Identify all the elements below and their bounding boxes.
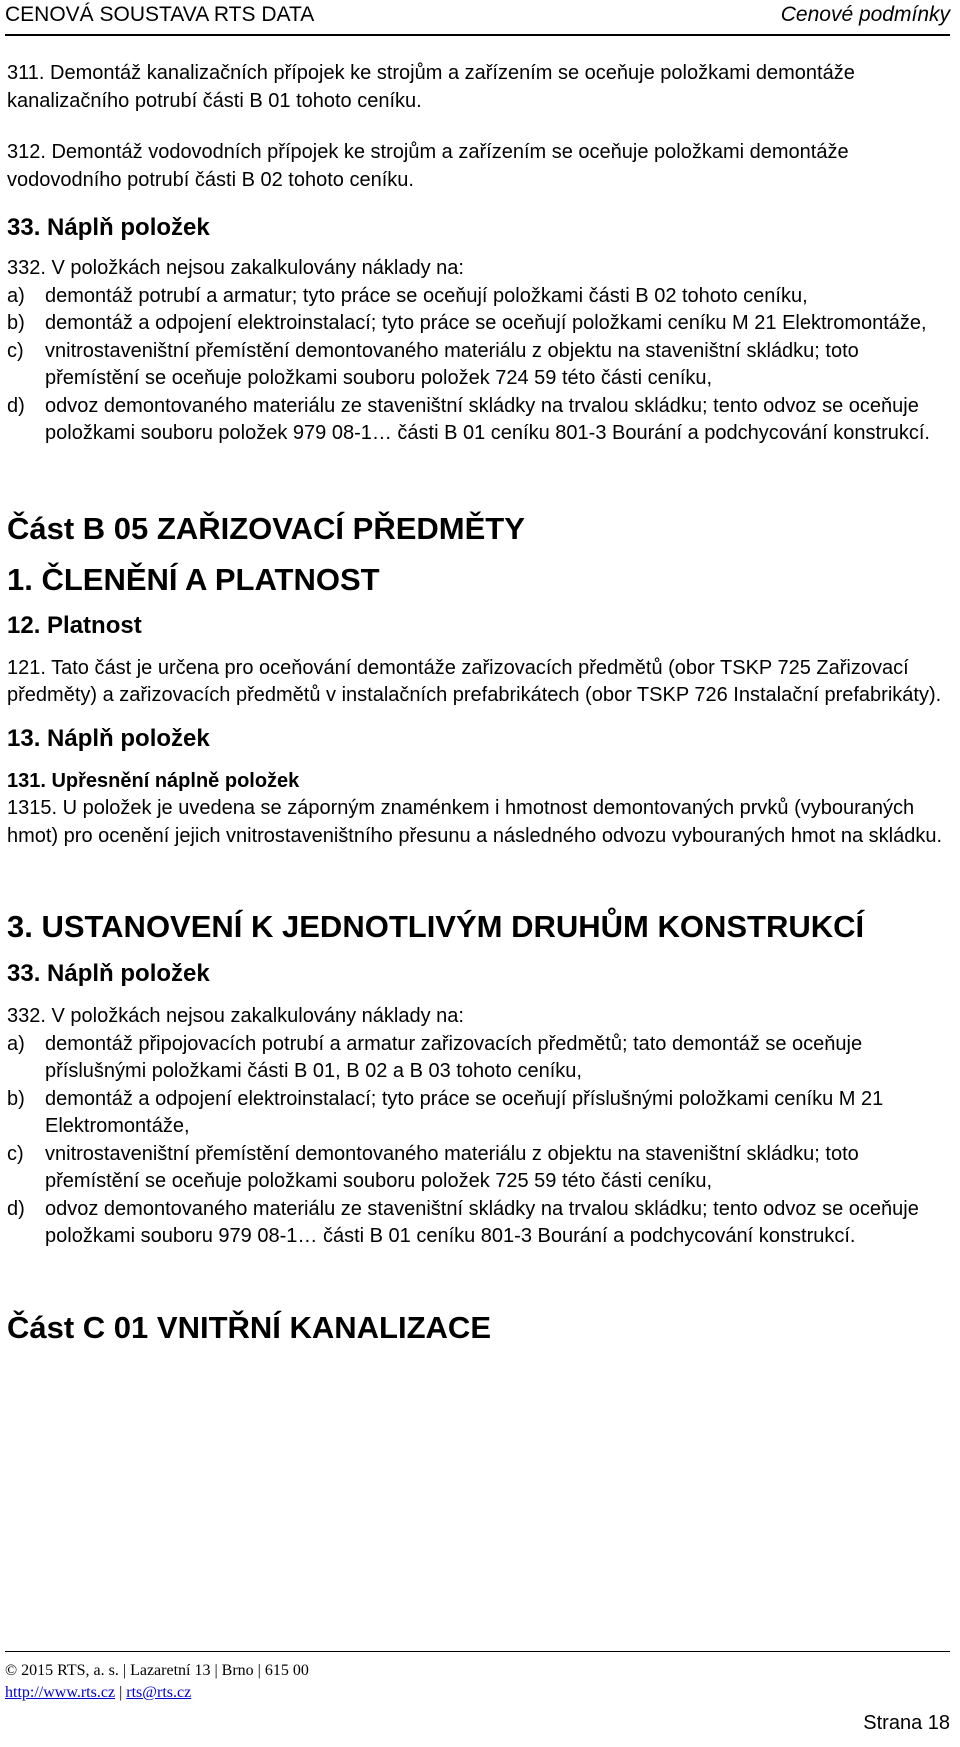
paragraph-121: 121. Tato část je určena pro oceňování demontáže zařizovacích předmětů (obor TSKP 725 Zařizovací předměty) a zařizovacích předmětů v instalačních prefabrikátech (obor TSKP 726 Instalační prefabrikáty). [7,656,942,706]
list-item-text: odvoz demontovaného materiálu ze staveništní skládky na trvalou skládku; tento odvoz se oceňuje položkami souboru 979 08-1… části B 01 ceníku 801-3 Bourání a podchycování konstrukcí. [45,1197,919,1247]
paragraph-311: 311. Demontáž kanalizačních přípojek ke strojům a zařízením se oceňuje položkami demontáže kanalizačního potrubí části B 01 tohoto ceníku. [7,62,855,112]
list-item-marker: a) [7,1032,25,1055]
cost-exclusion-list [7,283,947,448]
list-item-marker: a) [7,284,25,307]
heading-13-napln: 13. Náplň položek [7,724,210,752]
paragraph-312: 312. Demontáž vodovodních přípojek ke strojům a zařízením se oceňuje položkami demontáže vodovodního potrubí části B 02 tohoto ceníku. [7,141,849,191]
heading-part-c01: Část C 01 VNITŘNÍ KANALIZACE [7,1309,491,1345]
list-item-marker: c) [7,1142,24,1165]
heading-part-b05: Část B 05 ZAŘIZOVACÍ PŘEDMĚTY [7,510,525,546]
list-item [7,1086,947,1141]
page-header [5,0,950,36]
paragraph-332-b: 332. V položkách nejsou zakalkulovány náklady na: [7,1005,464,1027]
cost-exclusion-list-b [7,1031,947,1251]
list-item [7,338,947,393]
page-number: Strana 18 [863,1712,950,1734]
list-item-marker: c) [7,339,24,362]
list-item-text: vnitrostaveništní přemístění demontovaného materiálu z objektu na staveništní skládku; toto přemístění se oceňuje položkami souboru položek 724 59 této části ceníku, [45,339,859,389]
list-item [7,1196,947,1251]
list-item-marker: d) [7,1197,25,1220]
list-item [7,283,947,311]
list-item [7,310,947,338]
list-item [7,1031,947,1086]
list-item-text: demontáž připojovacích potrubí a armatur zařizovacích předmětů; tato demontáž se oceňuje příslušnými položkami části B 01, B 02 a B 03 tohoto ceníku, [45,1032,863,1082]
list-item [7,1141,947,1196]
page-content [7,60,947,1347]
list-item-marker: d) [7,394,25,417]
footer-email-link[interactable]: rts@rts.cz [126,1684,192,1701]
paragraph-332: 332. V položkách nejsou zakalkulovány náklady na: [7,257,464,279]
page-footer: © 2015 RTS, a. s. | Lazaretní 13 | Brno | 615 00 http://www.rts.cz | rts@rts.cz [5,1651,950,1704]
heading-ustanoveni: 3. USTANOVENÍ K JEDNOTLIVÝM DRUHŮM KONSTRUKCÍ [7,909,865,944]
paragraph-1315: 1315. U položek je uvedena se záporným znaménkem i hmotnost demontovaných prvků (vybouraných hmot) pro ocenění jejich vnitrostaveništního přesunu a následného odvozu vybouraných hmot na skládku. [7,797,943,847]
heading-12-platnost: 12. Platnost [7,611,142,639]
heading-cleneni-platnost: 1. ČLENĚNÍ A PLATNOST [7,561,380,597]
heading-131-upresneni: 131. Upřesnění náplně položek [7,769,300,792]
list-item-text: demontáž potrubí a armatur; tyto práce se oceňují položkami části B 02 tohoto ceníku, [45,284,808,307]
header-section: Cenové podmínky [780,3,950,26]
list-item-marker: b) [7,312,25,334]
list-item-marker: b) [7,1087,25,1110]
header-title: CENOVÁ SOUSTAVA RTS DATA [5,3,315,26]
list-item-text: demontáž a odpojení elektroinstalací; tyto práce se oceňují příslušnými položkami ceníku M 21 Elektromontáže, [45,1087,884,1137]
list-item-text: odvoz demontovaného materiálu ze staveništní skládky na trvalou skládku; tento odvoz se oceňuje položkami souboru položek 979 08-1… části B 01 ceníku 801-3 Bourání a podchycování konstrukcí. [45,394,930,444]
list-item [7,393,947,448]
list-item-text: vnitrostaveništní přemístění demontovaného materiálu z objektu na staveništní skládku; toto přemístění se oceňuje položkami souboru položek 725 59 této části ceníku, [45,1142,859,1192]
heading-33-napln: 33. Náplň položek [7,214,210,241]
heading-33-napln-b: 33. Náplň položek [7,960,210,987]
list-item-text: demontáž a odpojení elektroinstalací; tyto práce se oceňují položkami ceníku M 21 Elektromontáže, [45,312,927,334]
footer-web-link[interactable]: http://www.rts.cz [5,1684,116,1701]
footer-copyright: © 2015 RTS, a. s. | Lazaretní 13 | Brno | 615 00 [5,1662,309,1679]
